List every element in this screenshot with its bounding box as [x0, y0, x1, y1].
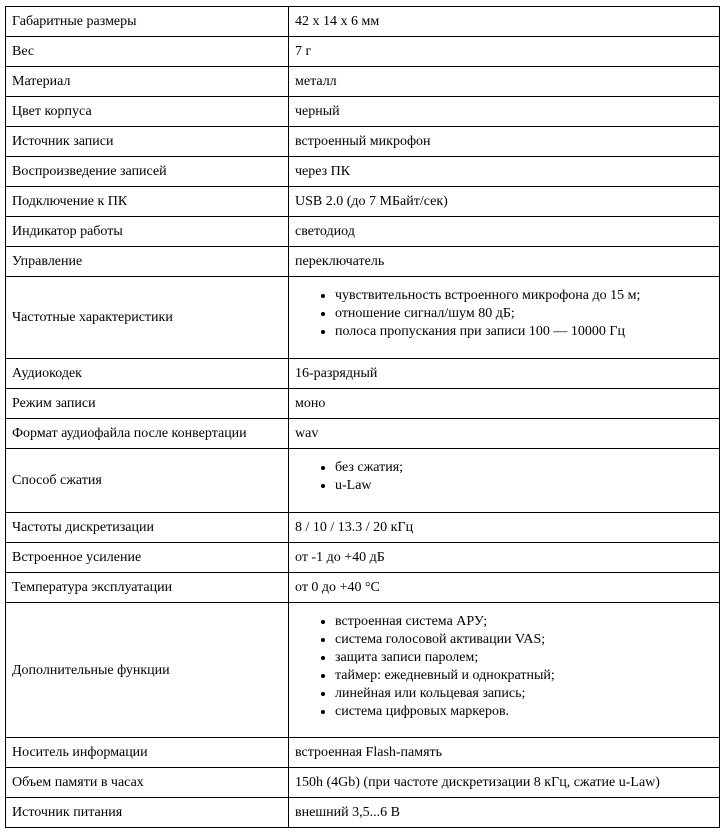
list-item: • отношение сигнал/шум 80 дБ;: [335, 305, 719, 323]
spec-label: Габаритные размеры: [6, 7, 289, 37]
table-row: [6, 738, 720, 768]
list-item: • защита записи паролем;: [335, 649, 719, 667]
table-row: [6, 67, 720, 97]
spec-value-list-cell: [289, 277, 720, 359]
spec-value: светодиод: [289, 217, 720, 247]
table-row: [6, 768, 720, 798]
table-row: [6, 187, 720, 217]
spec-label: Воспроизведение записей: [6, 157, 289, 187]
table-row: [6, 247, 720, 277]
spec-value: от 0 до +40 °С: [289, 573, 720, 603]
table-row: [6, 277, 720, 359]
spec-label: Носитель информации: [6, 738, 289, 768]
list-item: • система голосовой активации VAS;: [335, 631, 719, 649]
list-item: • система цифровых маркеров.: [335, 703, 719, 721]
spec-value-list: [295, 287, 719, 341]
spec-label: Индикатор работы: [6, 217, 289, 247]
spec-value-list: [295, 459, 719, 495]
table-row: [6, 37, 720, 67]
spec-value: переключатель: [289, 247, 720, 277]
table-row: [6, 573, 720, 603]
spec-label: Режим записи: [6, 389, 289, 419]
spec-label: Способ сжатия: [6, 449, 289, 513]
spec-value: от -1 до +40 дБ: [289, 543, 720, 573]
spec-value-list-cell: [289, 449, 720, 513]
table-row: [6, 798, 720, 828]
spec-value: черный: [289, 97, 720, 127]
spec-label: Материал: [6, 67, 289, 97]
spec-label: Подключение к ПК: [6, 187, 289, 217]
spec-label: Управление: [6, 247, 289, 277]
spec-label: Источник записи: [6, 127, 289, 157]
list-item: • чувствительность встроенного микрофона до 15 м;: [335, 287, 719, 305]
table-row: [6, 513, 720, 543]
list-item: • таймер: ежедневный и однократный;: [335, 667, 719, 685]
table-row: [6, 359, 720, 389]
spec-value-list: [295, 613, 719, 721]
spec-label: Температура эксплуатации: [6, 573, 289, 603]
list-item: • u-Law: [335, 477, 719, 495]
spec-value-list-cell: [289, 603, 720, 738]
table-row: [6, 449, 720, 513]
spec-value: 42 x 14 x 6 мм: [289, 7, 720, 37]
spec-value: моно: [289, 389, 720, 419]
table-row: [6, 7, 720, 37]
table-row: [6, 157, 720, 187]
spec-label: Аудиокодек: [6, 359, 289, 389]
spec-label: Частотные характеристики: [6, 277, 289, 359]
spec-label: Вес: [6, 37, 289, 67]
table-row: [6, 127, 720, 157]
table-row: [6, 603, 720, 738]
table-row: [6, 97, 720, 127]
list-item: • встроенная система АРУ;: [335, 613, 719, 631]
spec-label: Встроенное усиление: [6, 543, 289, 573]
spec-value: встроенный микрофон: [289, 127, 720, 157]
spec-value: 16-разрядный: [289, 359, 720, 389]
spec-label: Формат аудиофайла после конвертации: [6, 419, 289, 449]
table-row: [6, 543, 720, 573]
list-item: • линейная или кольцевая запись;: [335, 685, 719, 703]
spec-label: Частоты дискретизации: [6, 513, 289, 543]
spec-label: Объем памяти в часах: [6, 768, 289, 798]
list-item: • без сжатия;: [335, 459, 719, 477]
spec-value: wav: [289, 419, 720, 449]
spec-value: внешний 3,5...6 В: [289, 798, 720, 828]
spec-label: Дополнительные функции: [6, 603, 289, 738]
spec-value: металл: [289, 67, 720, 97]
spec-label: Цвет корпуса: [6, 97, 289, 127]
spec-label: Источник питания: [6, 798, 289, 828]
spec-value: 7 г: [289, 37, 720, 67]
spec-value: встроенная Flash-память: [289, 738, 720, 768]
table-row: [6, 419, 720, 449]
spec-value: 150h (4Gb) (при частоте дискретизации 8 кГц, сжатие u-Law): [289, 768, 720, 798]
table-row: [6, 389, 720, 419]
specifications-table: [5, 6, 720, 828]
spec-value: USB 2.0 (до 7 МБайт/сек): [289, 187, 720, 217]
list-item: • полоса пропускания при записи 100 — 10000 Гц: [335, 323, 719, 341]
spec-value: 8 / 10 / 13.3 / 20 кГц: [289, 513, 720, 543]
table-row: [6, 217, 720, 247]
spec-value: через ПК: [289, 157, 720, 187]
